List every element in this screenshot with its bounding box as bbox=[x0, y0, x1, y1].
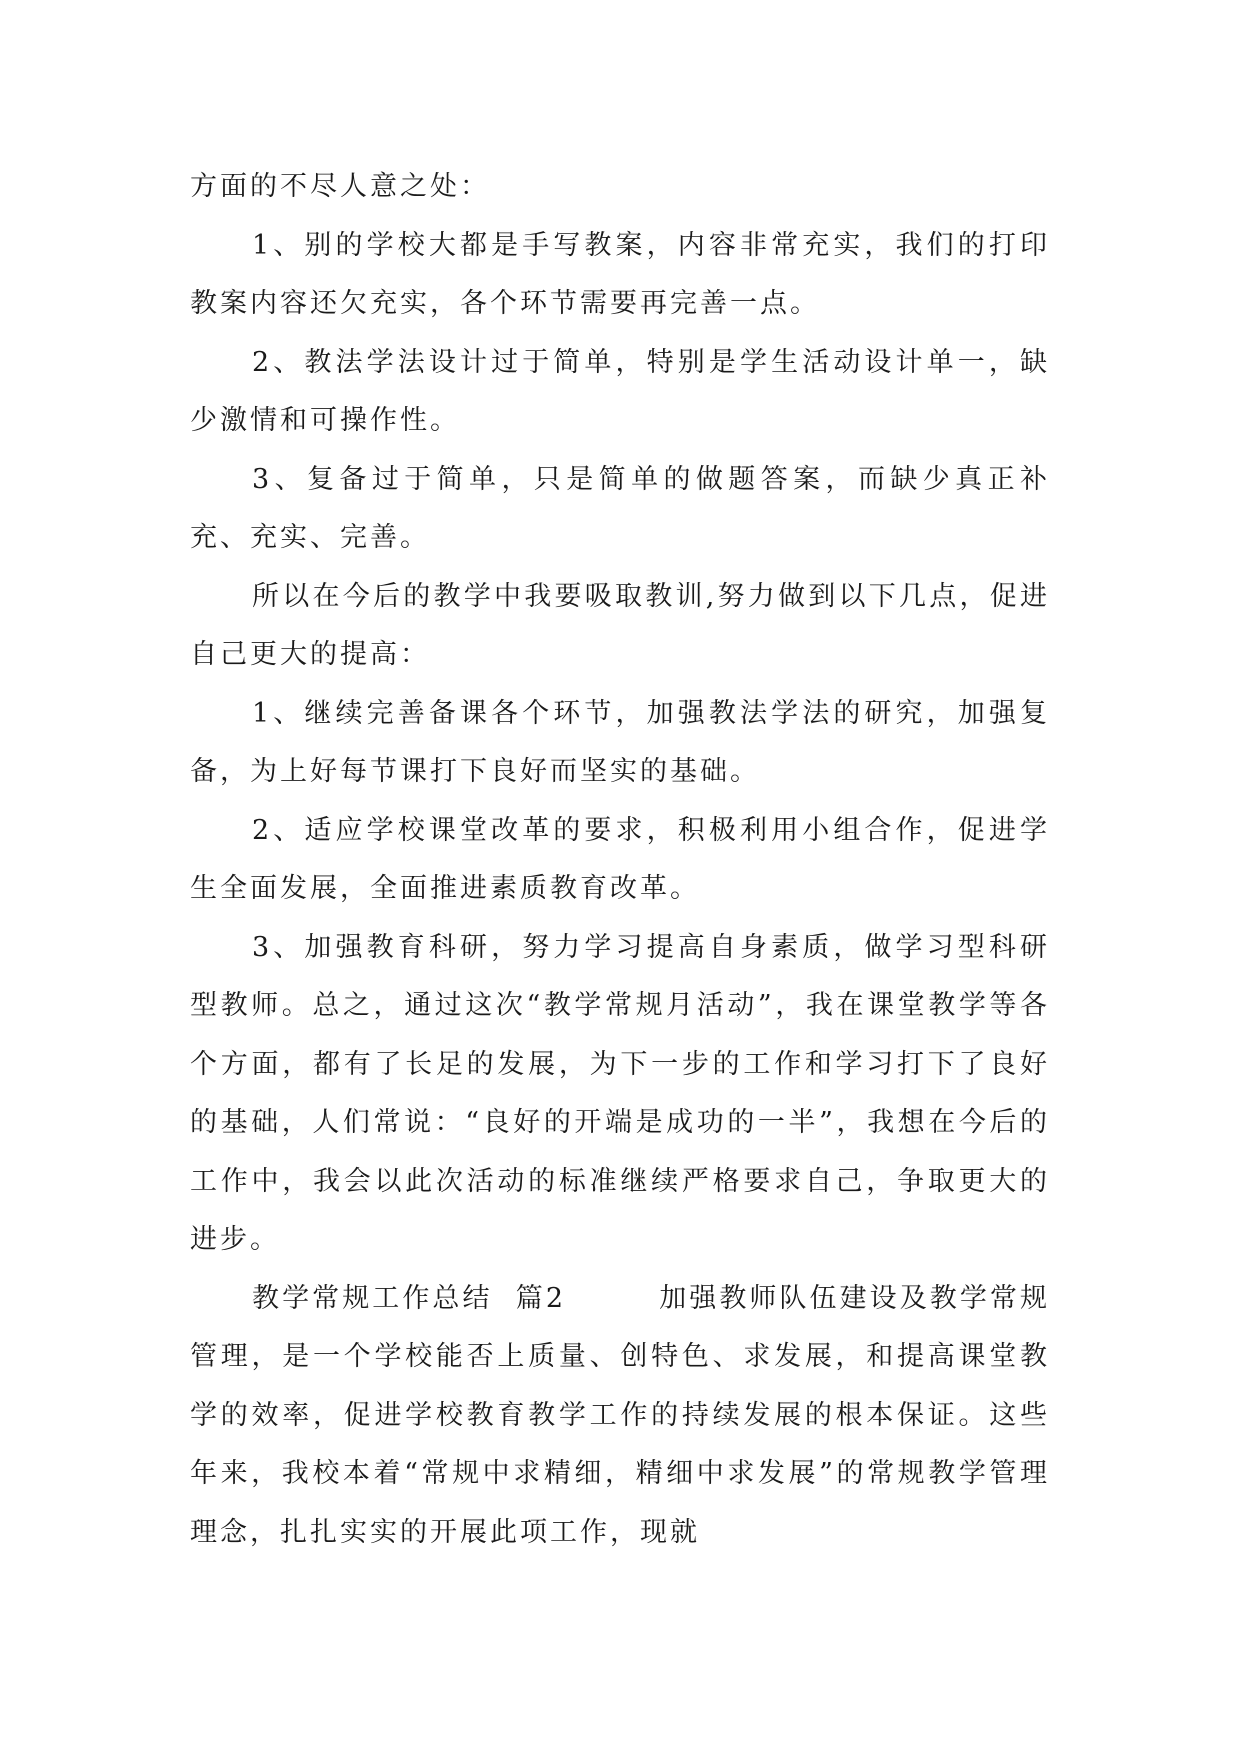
paragraph-shortcoming-2: 2、教法学法设计过于简单，特别是学生活动设计单一，缺少激情和可操作性。 bbox=[190, 346, 1050, 436]
paragraph-shortcoming-3: 3、复备过于简单，只是简单的做题答案，而缺少真正补充、充实、完善。 bbox=[190, 463, 1050, 553]
paragraph-improvement-3: 3、加强教育科研，努力学习提高自身素质，做学习型科研型教师。总之，通过这次“教学常规月活动”，我在课堂教学等各个方面，都有了长足的发展，为下一步的工作和学习打下了良好的基础，人们常说：“良好的开端是成功的一半”，我想在今后的工作中，我会以此次活动的标准继续严格要求自己，争取更大的进步。 bbox=[190, 931, 1050, 1255]
paragraph-shortcoming-1: 1、别的学校大都是手写教案，内容非常充实，我们的打印教案内容还欠充实，各个环节需要再完善一点。 bbox=[190, 229, 1050, 319]
paragraph-improvement-1: 1、继续完善备课各个环节，加强教法学法的研究，加强复备，为上好每节课打下良好而坚实的基础。 bbox=[190, 697, 1050, 787]
paragraph-section-2: 教学常规工作总结 篇2 加强教师队伍建设及教学常规管理，是一个学校能否上质量、创特色、求发展，和提高课堂教学的效率，促进学校教育教学工作的持续发展的根本保证。这些年来，我校本着“常规中求精细，精细中求发展”的常规教学管理理念，扎扎实实的开展此项工作，现就 bbox=[190, 1282, 1050, 1548]
document-body bbox=[190, 158, 1050, 1562]
paragraph-intro: 方面的不尽人意之处： bbox=[190, 171, 490, 202]
paragraph-improvement-intro: 所以在今后的教学中我要吸取教训,努力做到以下几点，促进自己更大的提高： bbox=[190, 580, 1050, 670]
paragraph-improvement-2: 2、适应学校课堂改革的要求，积极利用小组合作，促进学生全面发展，全面推进素质教育改革。 bbox=[190, 814, 1050, 904]
